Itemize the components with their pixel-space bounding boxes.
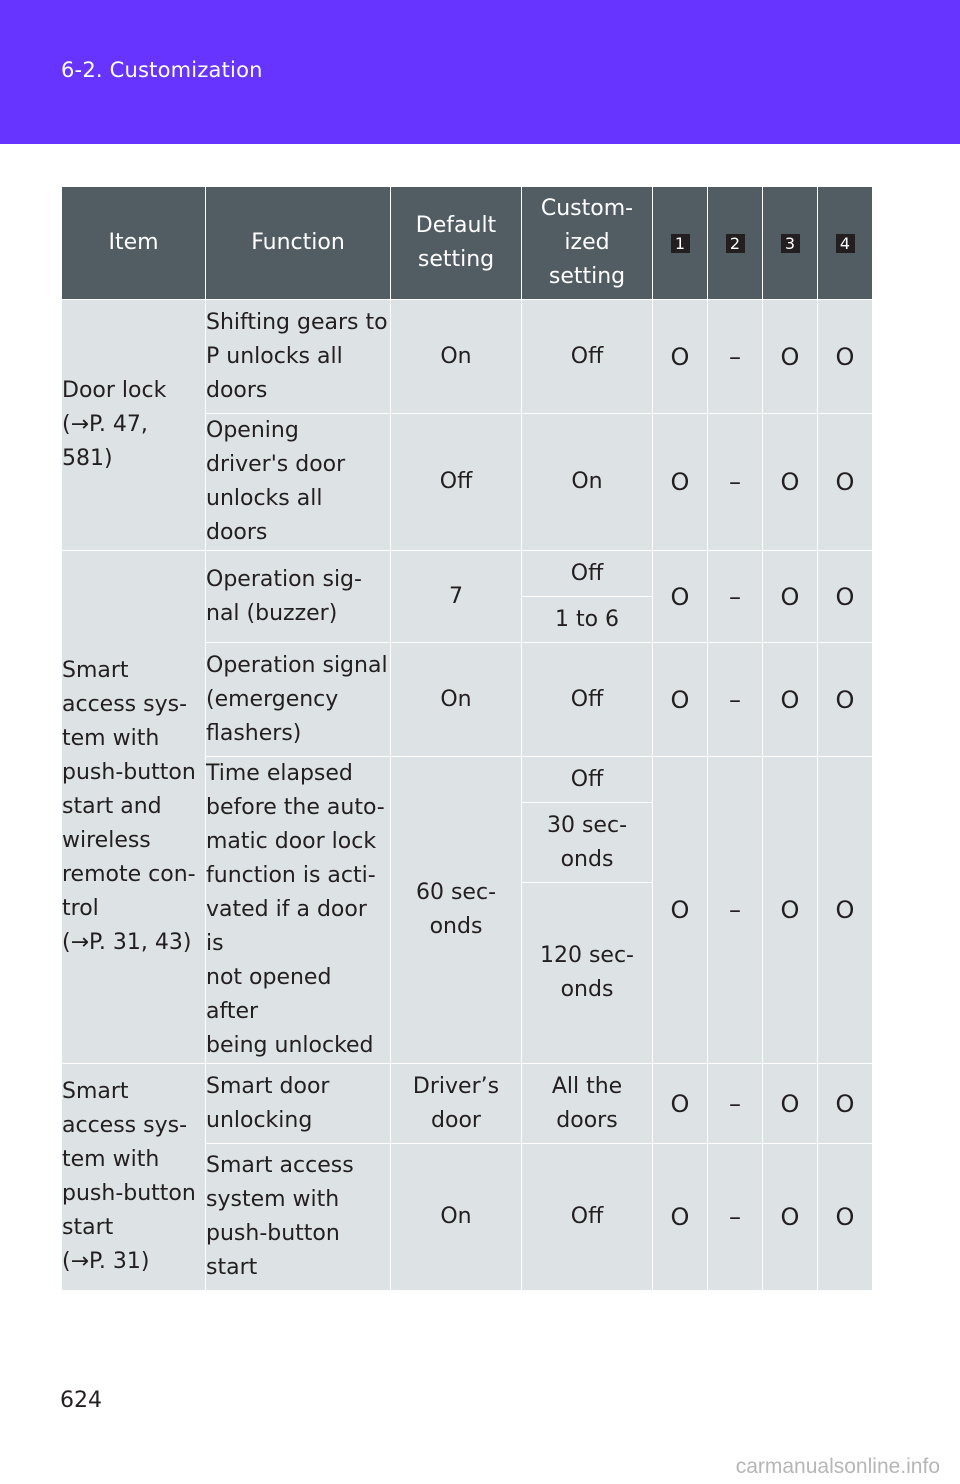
col-header-method-2 — [708, 187, 763, 300]
customization-table — [61, 186, 873, 1291]
method-4-mark: O — [818, 1064, 873, 1144]
customized-setting-cell: 120 sec- onds — [522, 883, 653, 1064]
method-4-mark: O — [818, 757, 873, 1064]
table-row — [62, 1064, 873, 1144]
function-cell: Operation signal (emergency flashers) — [206, 643, 391, 757]
table-header-row — [62, 187, 873, 300]
method-2-mark: – — [708, 1064, 763, 1144]
section-header-bar — [0, 0, 960, 144]
customized-setting-cell: Off — [522, 757, 653, 803]
table-row — [62, 300, 873, 414]
customized-setting-cell: All the doors — [522, 1064, 653, 1144]
table-row — [62, 551, 873, 597]
customized-setting-cell: 1 to 6 — [522, 597, 653, 643]
method-1-mark: O — [653, 300, 708, 414]
method-4-badge: 4 — [836, 234, 855, 253]
col-header-method-1 — [653, 187, 708, 300]
method-1-mark: O — [653, 1144, 708, 1291]
default-setting-cell: Off — [391, 414, 522, 551]
default-setting-cell: Driver’s door — [391, 1064, 522, 1144]
method-1-mark: O — [653, 757, 708, 1064]
col-header-item: Item — [62, 187, 206, 300]
item-door-lock: Door lock (→P. 47, 581) — [62, 300, 206, 551]
method-3-mark: O — [763, 1144, 818, 1291]
method-4-mark: O — [818, 643, 873, 757]
method-1-badge: 1 — [671, 234, 690, 253]
customized-setting-cell: 30 sec- onds — [522, 803, 653, 883]
method-1-mark: O — [653, 551, 708, 643]
method-1-mark: O — [653, 1064, 708, 1144]
function-cell: Time elapsed before the auto- matic door lock function is acti- vated if a door is not opened after being unlocked — [206, 757, 391, 1064]
method-3-mark: O — [763, 1064, 818, 1144]
col-header-function: Function — [206, 187, 391, 300]
col-header-method-4 — [818, 187, 873, 300]
method-2-mark: – — [708, 414, 763, 551]
page-number: 624 — [60, 1388, 102, 1413]
item-smart-access-wireless: Smart access sys- tem with push-button start and wireless remote con- trol (→P. 31, 43) — [62, 551, 206, 1064]
customized-setting-cell: Off — [522, 1144, 653, 1291]
function-cell: Opening driver's door unlocks all doors — [206, 414, 391, 551]
method-2-mark: – — [708, 551, 763, 643]
function-cell: Shifting gears to P unlocks all doors — [206, 300, 391, 414]
method-3-mark: O — [763, 414, 818, 551]
default-setting-cell: 60 sec- onds — [391, 757, 522, 1064]
method-1-mark: O — [653, 643, 708, 757]
method-3-badge: 3 — [781, 234, 800, 253]
section-title: 6-2. Customization — [61, 58, 263, 82]
method-2-mark: – — [708, 1144, 763, 1291]
watermark: carmanualsonline.info — [735, 1455, 940, 1478]
col-header-customized-setting: Custom- ized setting — [522, 187, 653, 300]
method-1-mark: O — [653, 414, 708, 551]
method-4-mark: O — [818, 414, 873, 551]
method-4-mark: O — [818, 551, 873, 643]
method-2-mark: – — [708, 643, 763, 757]
method-3-mark: O — [763, 643, 818, 757]
item-smart-access: Smart access sys- tem with push-button start (→P. 31) — [62, 1064, 206, 1291]
method-3-mark: O — [763, 551, 818, 643]
function-cell: Smart access system with push-button start — [206, 1144, 391, 1291]
method-3-mark: O — [763, 757, 818, 1064]
col-header-method-3 — [763, 187, 818, 300]
default-setting-cell: On — [391, 300, 522, 414]
method-4-mark: O — [818, 1144, 873, 1291]
customized-setting-cell: Off — [522, 643, 653, 757]
customized-setting-cell: On — [522, 414, 653, 551]
method-3-mark: O — [763, 300, 818, 414]
method-2-badge: 2 — [726, 234, 745, 253]
method-2-mark: – — [708, 300, 763, 414]
default-setting-cell: On — [391, 643, 522, 757]
function-cell: Operation sig- nal (buzzer) — [206, 551, 391, 643]
default-setting-cell: 7 — [391, 551, 522, 643]
customized-setting-cell: Off — [522, 300, 653, 414]
col-header-default-setting: Default setting — [391, 187, 522, 300]
function-cell: Smart door unlocking — [206, 1064, 391, 1144]
method-2-mark: – — [708, 757, 763, 1064]
customized-setting-cell: Off — [522, 551, 653, 597]
default-setting-cell: On — [391, 1144, 522, 1291]
method-4-mark: O — [818, 300, 873, 414]
